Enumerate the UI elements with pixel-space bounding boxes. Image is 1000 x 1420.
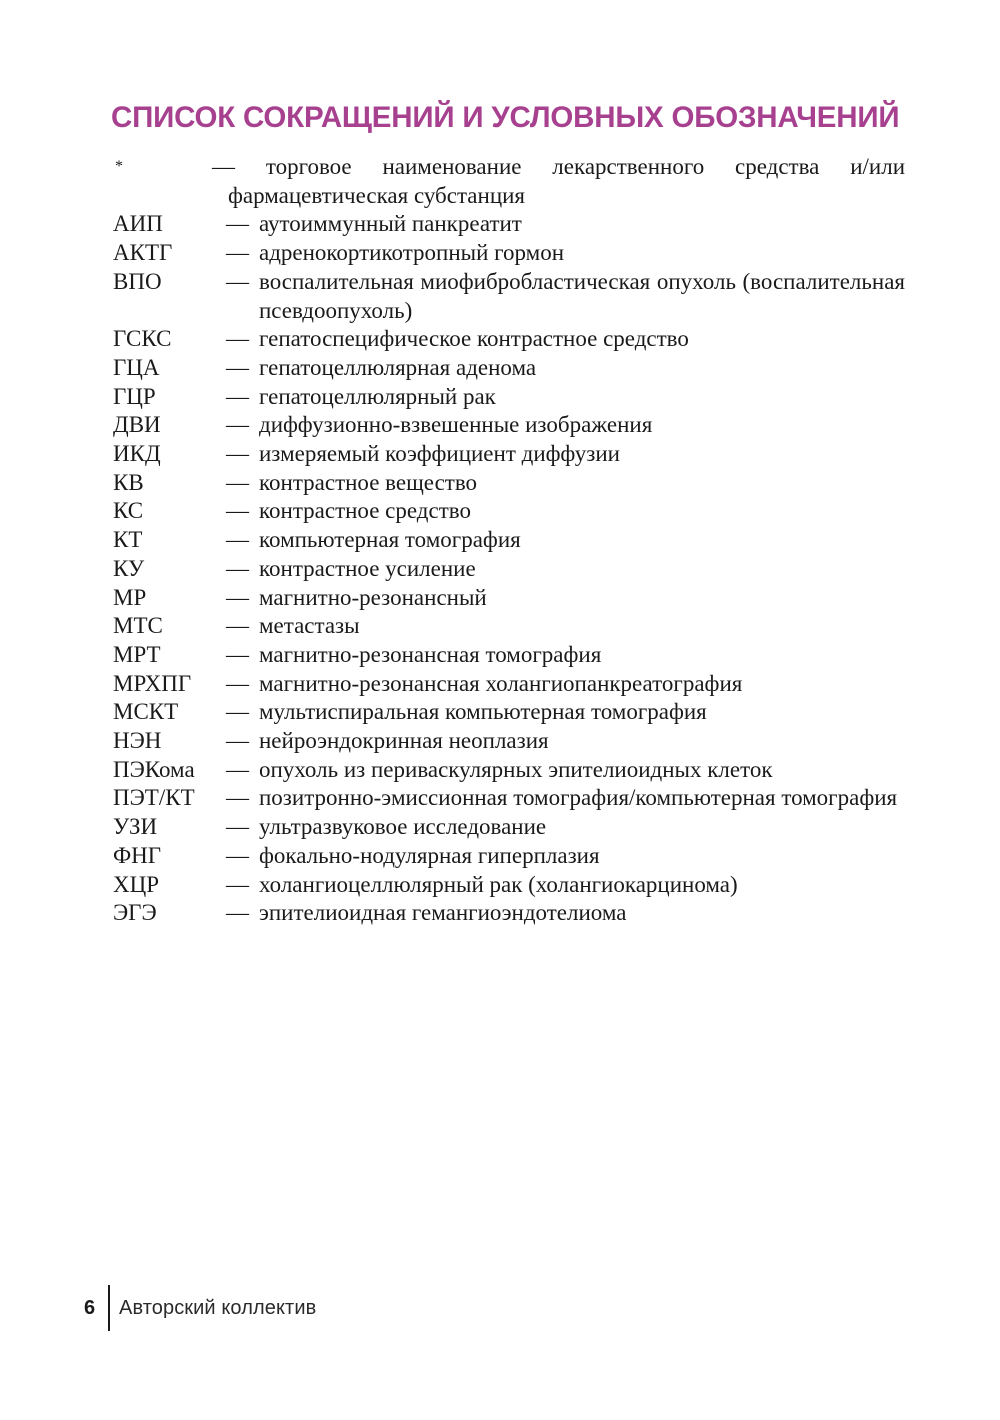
dash: — xyxy=(226,354,249,380)
abbreviation-definition: гепатоцеллюлярный рак xyxy=(259,383,496,409)
abbreviation-term: КВ xyxy=(113,469,144,495)
list-item xyxy=(113,325,905,354)
list-item xyxy=(113,153,905,210)
list-item xyxy=(113,440,905,469)
abbreviation-definition: измеряемый коэффициент диффузии xyxy=(259,441,620,467)
abbreviation-definition: эпителиоидная гемангиоэндотелиома xyxy=(259,900,627,926)
page-number: 6 xyxy=(84,1296,96,1319)
abbreviation-term: ЭГЭ xyxy=(113,900,157,926)
abbreviation-term: ПЭТ/КТ xyxy=(113,785,195,811)
dash: — xyxy=(226,240,249,266)
abbreviation-definition: магнитно-резонансный xyxy=(259,584,487,610)
abbreviation-definition: контрастное средство xyxy=(259,498,471,524)
dash: — xyxy=(226,268,249,294)
list-item xyxy=(113,756,905,785)
list-item xyxy=(113,670,905,699)
list-item xyxy=(113,354,905,383)
dash: — xyxy=(226,383,249,409)
list-item xyxy=(113,612,905,641)
list-item xyxy=(113,899,905,928)
abbreviation-definition xyxy=(212,153,905,210)
dash: — xyxy=(226,584,249,610)
list-item xyxy=(113,411,905,440)
abbreviation-definition: фокально-нодулярная гиперплазия xyxy=(259,842,600,868)
abbreviation-term: ИКД xyxy=(113,441,161,467)
abbreviation-term: АКТГ xyxy=(113,240,173,266)
dash: — xyxy=(226,441,249,467)
abbreviation-definition: гепатоцеллюлярная аденома xyxy=(259,354,537,380)
dash: — xyxy=(226,211,249,237)
abbreviation-definition: аутоиммунный панкреатит xyxy=(259,211,522,237)
abbreviation-term: ФНГ xyxy=(113,842,162,868)
dash: — xyxy=(226,527,249,553)
page-footer xyxy=(84,1285,316,1331)
abbreviation-term: МР xyxy=(113,584,147,610)
abbreviation-definition: опухоль из периваскулярных эпителиоидных клеток xyxy=(259,756,773,782)
list-item xyxy=(113,555,905,584)
abbreviation-term: КС xyxy=(113,498,144,524)
dash: — xyxy=(226,871,249,897)
dash: — xyxy=(226,785,249,811)
abbreviation-term: ХЦР xyxy=(113,871,160,897)
abbreviation-term: * xyxy=(115,158,123,175)
list-item xyxy=(113,469,905,498)
abbreviation-definition: холангиоцеллюлярный рак (холангиокарцинома) xyxy=(259,871,738,897)
abbreviation-term: АИП xyxy=(113,211,163,237)
footer-divider xyxy=(108,1285,110,1331)
abbreviation-definition: позитронно-эмиссионная томография/компьютерная томография xyxy=(259,785,898,811)
dash: — xyxy=(226,469,249,495)
abbreviation-definition: адренокортикотропный гормон xyxy=(259,240,565,266)
dash: — xyxy=(226,842,249,868)
dash: — xyxy=(226,555,249,581)
abbreviation-term: НЭН xyxy=(113,728,162,754)
abbreviation-list xyxy=(113,153,905,928)
abbreviation-definition: диффузионно-взвешенные изображения xyxy=(259,412,653,438)
abbreviation-definition: магнитно-резонансная холангиопанкреатография xyxy=(259,670,743,696)
abbreviation-definition: магнитно-резонансная томография xyxy=(259,641,602,667)
abbreviation-definition: гепатоспецифическое контрастное средство xyxy=(259,326,689,352)
abbreviation-definition: ультразвуковое исследование xyxy=(259,814,547,840)
list-item xyxy=(113,813,905,842)
abbreviation-term: ГСКС xyxy=(113,326,172,352)
list-item xyxy=(113,497,905,526)
abbreviation-term: КУ xyxy=(113,555,145,581)
dash: — xyxy=(226,613,249,639)
list-item xyxy=(113,239,905,268)
list-item xyxy=(113,584,905,613)
list-item xyxy=(113,210,905,239)
dash: — xyxy=(226,756,249,782)
abbreviation-term: ГЦР xyxy=(113,383,156,409)
dash: — xyxy=(226,900,249,926)
abbreviation-term: УЗИ xyxy=(113,814,158,840)
page-title: СПИСОК СОКРАЩЕНИЙ И УСЛОВНЫХ ОБОЗНАЧЕНИЙ xyxy=(111,101,900,134)
list-item xyxy=(113,871,905,900)
list-item xyxy=(113,784,905,813)
abbreviation-term: ПЭКома xyxy=(113,756,195,782)
dash: — xyxy=(226,670,249,696)
abbreviation-term: КТ xyxy=(113,527,143,553)
dash: — xyxy=(226,728,249,754)
abbreviation-definition: воспалительная миофибробластическая опухоль (воспалительная псевдоопухоль) xyxy=(259,268,905,323)
abbreviation-term: МРХПГ xyxy=(113,670,192,696)
abbreviation-term: ДВИ xyxy=(113,412,161,438)
abbreviation-term: МСКТ xyxy=(113,699,179,725)
dash: — xyxy=(226,412,249,438)
list-item xyxy=(113,727,905,756)
dash: — xyxy=(226,814,249,840)
dash: — xyxy=(226,498,249,524)
dash: — xyxy=(226,641,249,667)
running-head: Авторский коллектив xyxy=(119,1296,317,1319)
list-item xyxy=(113,383,905,412)
abbreviation-term: МРТ xyxy=(113,641,161,667)
dash: — xyxy=(226,326,249,352)
list-item xyxy=(113,698,905,727)
dash: — xyxy=(212,154,235,179)
dash: — xyxy=(226,699,249,725)
abbreviation-term: МТС xyxy=(113,613,163,639)
abbreviation-definition: контрастное усиление xyxy=(259,555,476,581)
list-item xyxy=(113,268,905,325)
abbreviation-term: ГЦА xyxy=(113,354,160,380)
abbreviation-term: ВПО xyxy=(113,268,162,294)
abbreviation-definition: нейроэндокринная неоплазия xyxy=(259,728,549,754)
definition-text: торговое наименование лекарственного средства и/или фармацевтическая субстанция xyxy=(228,154,905,208)
abbreviation-definition: метастазы xyxy=(259,613,360,639)
abbreviation-definition: контрастное вещество xyxy=(259,469,478,495)
abbreviation-definition: компьютерная томография xyxy=(259,527,521,553)
list-item xyxy=(113,641,905,670)
list-item xyxy=(113,842,905,871)
list-item xyxy=(113,526,905,555)
abbreviation-definition: мультиспиральная компьютерная томография xyxy=(259,699,707,725)
